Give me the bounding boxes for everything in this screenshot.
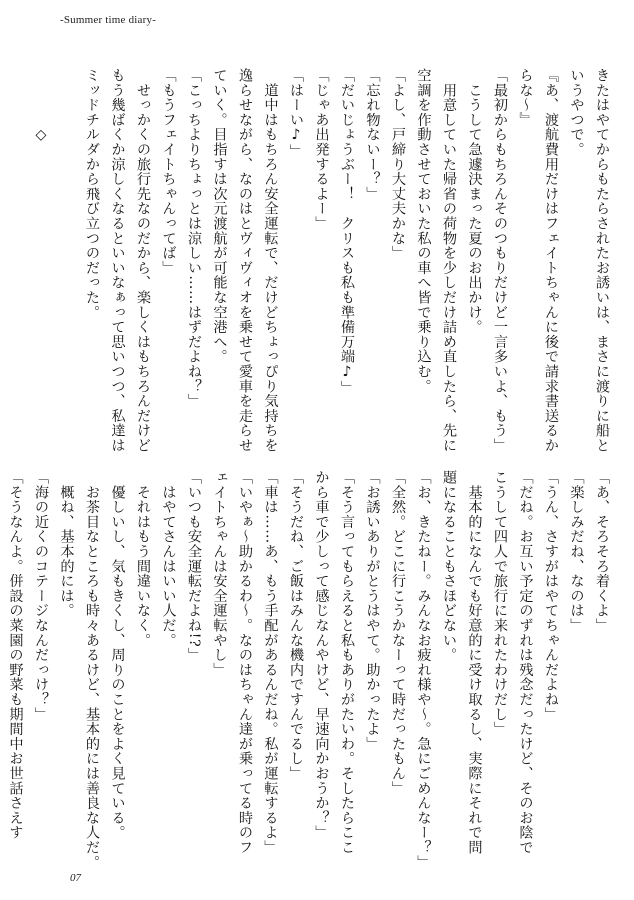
text-line: ェイトちゃんは安全運転やし」 [211,470,228,678]
text-line: きたはやてからもたらされたお誘いは、まさに渡りに船と [594,68,610,453]
text-line [53,68,79,408]
running-header: -Summer time diary- [60,14,157,26]
text-line: せっかくの旅行先なのだから、楽しくはもちろんだけど [135,68,151,453]
text-line: もう幾ばくか涼しくなるといいなぁって思いつつ、私達は [109,68,126,453]
text-line: こうして急遽決まった夏のお出かけ。 [466,68,483,335]
text-line: 「こっちよりちょっとは涼しい……はずだよね？」 [186,68,202,409]
text-line: 『あ、渡航費用だけはフェイトちゃんに後で請求書送るか [543,68,559,453]
text-line: 「最初からもちろんそのつもりだけど一言多いよ、もう」 [492,68,508,453]
text-line: 「だいじょうぶー！ クリスも私も準備万端♪」 [339,68,355,396]
text-line: 「忘れ物ないー？」 [364,68,381,202]
text-line: らな〜』 [517,68,534,128]
text-line: 「そうだね、ご飯はみんな機内ですんでるし」 [288,470,304,781]
text-line: いうやつで。 [568,68,585,157]
upper-text-block [0,68,614,453]
text-line: 「お、きたねー。みんなお疲れ様や〜。急にごめんなー？」 [415,470,432,870]
text-line: 「うん、さすがはやてちゃんだよね」 [543,470,559,722]
text-line: 逸らせながら、なのはとヴィヴィオを乗せて愛車を走らせ [237,68,253,453]
text-line: 用意していた帰省の荷物を少しだけ詰め直したら、先に [441,68,457,453]
text-line: ◇ [33,68,49,144]
text-line: はやてさんはいい人だ。 [160,470,177,648]
text-line: 「あ、そろそろ着くよ」 [594,470,610,633]
text-line: 空調を作動させておいた私の車へ皆で乗り込む。 [415,68,432,394]
text-line: 「そうなんよ。併設の菜園の野菜も期間中お世話さえす [7,470,24,840]
text-line: 「楽しみだね、なのは」 [568,470,585,633]
text-line: それはもう間違いなく。 [135,470,151,648]
text-line: 道中はもちろん安全運転で、だけどちょっぴり気持ちを [262,68,279,453]
text-line: から車で少しって感じなんやけど、早速向かおうか？」 [313,470,330,840]
text-line: 「よし、戸締り大丈夫かな」 [390,68,406,261]
text-line: 「全然。どこに行こうかなーって時だったもん」 [390,470,406,796]
text-line: 基本的になんでも好意的に受け取るし、実際にそれで問 [466,470,483,855]
text-line: 「じゃあ出発するよー」 [313,68,330,231]
text-line: 優しいし、気もきくし、周りのことをよく見ている。 [109,470,126,840]
text-line: 「いやぁ〜助かるわ〜。なのはちゃん達が乗ってる時のフ [237,470,253,855]
text-line: 「もうフェイトちゃんってば」 [160,68,177,276]
text-line: ミッドチルダから飛び立つのだった。 [84,68,100,320]
text-line: 「いつも安全運転だよね!?」 [186,470,202,663]
text-line [0,68,2,408]
text-line: こうして四人で旅行に来れたわけだし」 [492,470,508,737]
text-line: 概ね、基本的には。 [58,470,75,618]
text-line: 題になることもさほどない。 [441,470,457,663]
text-line: 「そう言ってもらえると私もありがたいわ。そしたらここ [339,470,355,855]
text-line: 「だね。お互い予定のずれは残念だったけど、そのお陰で [517,470,534,855]
text-line: 「海の近くのコテージなんだっけ？」 [33,470,49,722]
text-line: お茶目なところも時々あるけど、基本的には善良な人だ。 [84,470,100,870]
text-line: ていく。目指すは次元渡航が可能な空港へ。 [211,68,228,364]
lower-text-block [0,470,614,870]
page-number: 07 [70,872,81,884]
text-line: 「お誘いありがとうはやて。助かったよ」 [364,470,381,752]
text-line: 「車は……あ、もう手配があるんだね。私が運転するよ」 [262,470,279,855]
text-line [0,470,2,842]
text-line [2,68,28,408]
text-line: 「はーい♪」 [288,68,304,159]
